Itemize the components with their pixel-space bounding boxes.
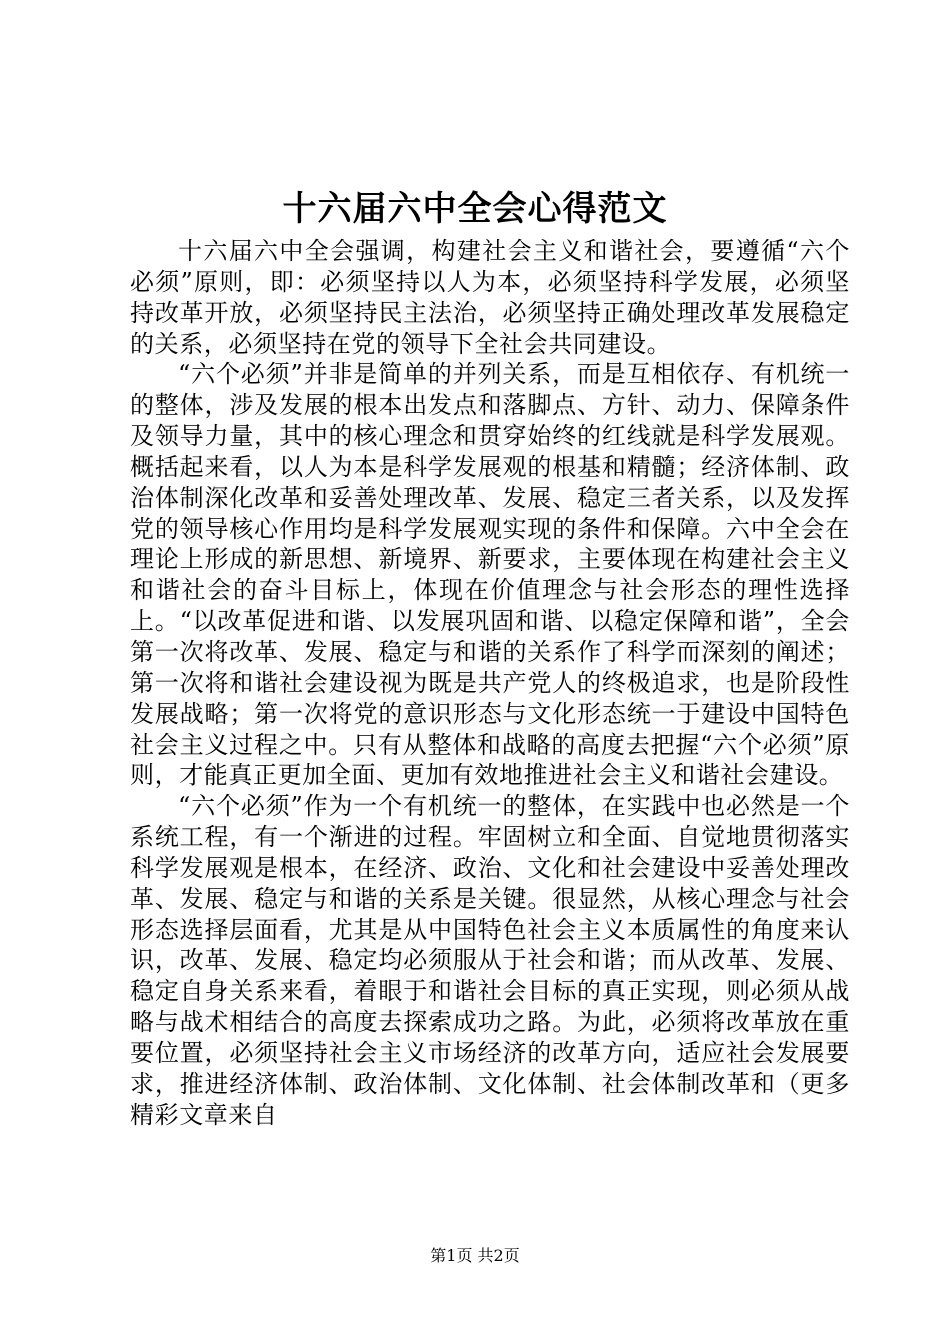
document-title: 十六届六中全会心得范文: [282, 189, 668, 229]
paragraph-3: “六个必须”作为一个有机统一的整体，在实践中也必然是一个系统工程，有一个渐进的过程。牢固树立和全面、自觉地贯彻落实科学发展观是根本，在经济、政治、文化和社会建设中妥善处理改革、发展、稳定与和谐的关系是关键。很显然，从核心理念与社会形态选择层面看，尤其是从中国特色社会主义本质属性的角度来认识，改革、发展、稳定均必须服从于社会和谐；而从改革、发展、稳定自身关系来看，着眼于和谐社会目标的真正实现，则必须从战略与战术相结合的高度去探索成功之路。为此，必须将改革放在重要位置，必须坚持社会主义市场经济的改革方向，适应社会发展要求，推进经济体制、政治体制、文化体制、社会体制改革和（更多精彩文章来自: [130, 792, 850, 1129]
document-body: [130, 236, 850, 1130]
paragraph-2: “六个必须”并非是简单的并列关系，而是互相依存、有机统一的整体，涉及发展的根本出发点和落脚点、方针、动力、保障条件及领导力量，其中的核心理念和贯穿始终的红线就是科学发展观。概括起来看，以人为本是科学发展观的根基和精髓；经济体制、政治体制深化改革和妥善处理改革、发展、稳定三者关系，以及发挥党的领导核心作用均是科学发展观实现的条件和保障。六中全会在理论上形成的新思想、新境界、新要求，主要体现在构建社会主义和谐社会的奋斗目标上，体现在价值理念与社会形态的理性选择上。“以改革促进和谐、以发展巩固和谐、以稳定保障和谐”，全会第一次将改革、发展、稳定与和谐的关系作了科学而深刻的阐述；第一次将和谐社会建设视为既是共产党人的终极追求，也是阶段性发展战略；第一次将党的意识形态与文化形态统一于建设中国特色社会主义过程之中。只有从整体和战略的高度去把握“六个必须”原则，才能真正更加全面、更加有效地推进社会主义和谐社会建设。: [130, 360, 850, 790]
page-number-footer: 第1页 共2页: [430, 1246, 520, 1265]
paragraph-1: 十六届六中全会强调，构建社会主义和谐社会，要遵循“六个必须”原则，即：必须坚持以人为本，必须坚持科学发展，必须坚持改革开放，必须坚持民主法治，必须坚持正确处理改革发展稳定的关系，必须坚持在党的领导下全社会共同建设。: [130, 237, 850, 358]
